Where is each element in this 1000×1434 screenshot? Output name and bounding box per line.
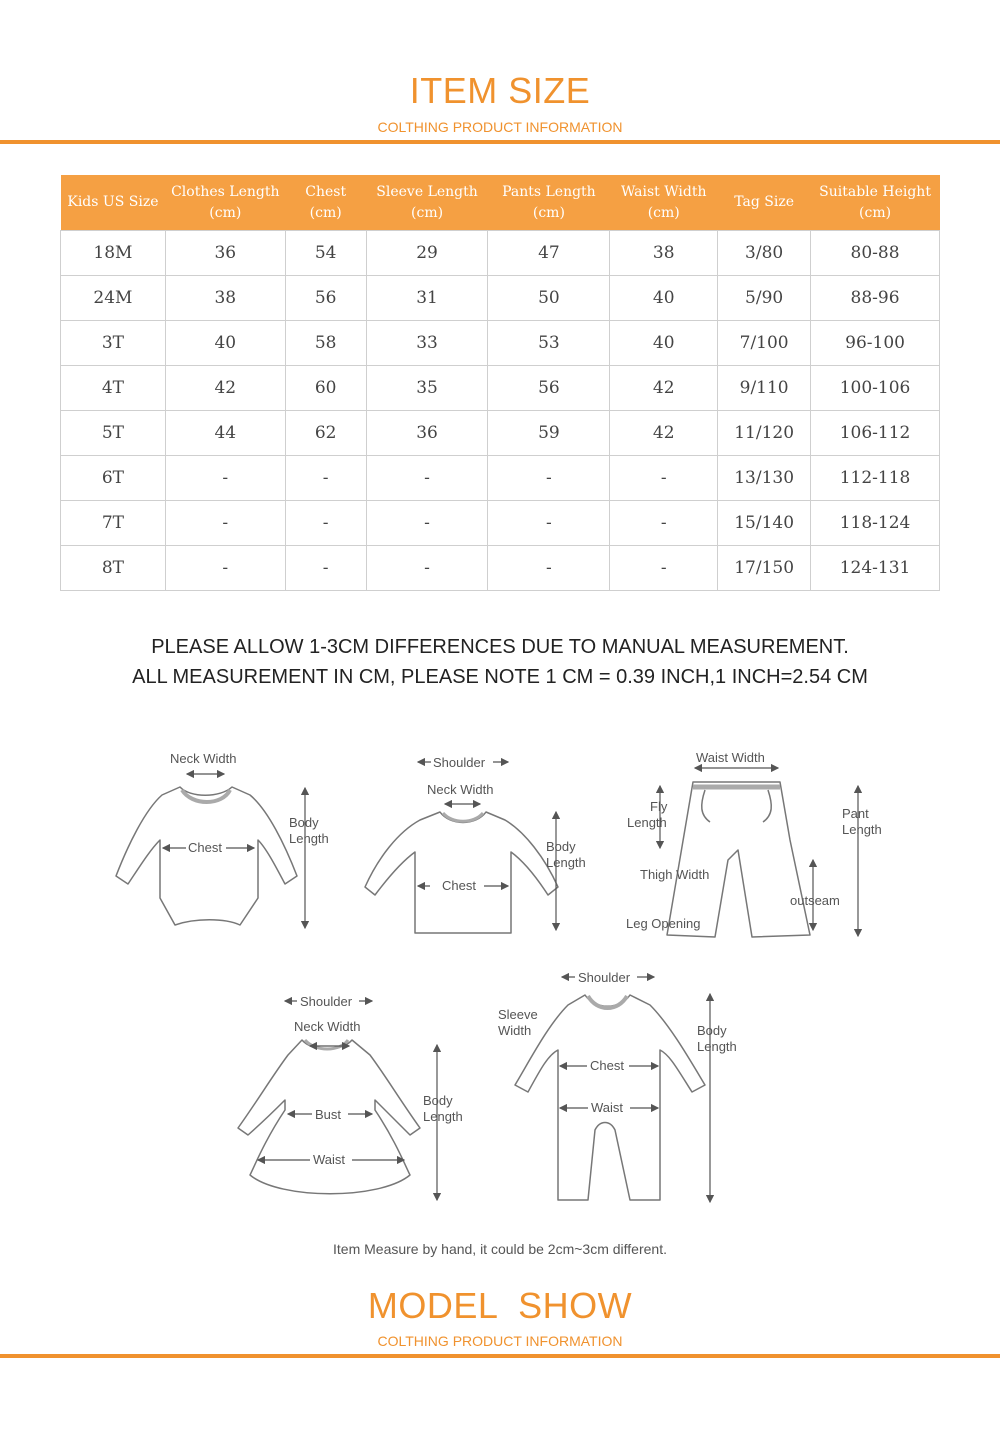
cell: 40: [165, 321, 285, 366]
label-outseam: outseam: [790, 893, 840, 908]
cell: 112-118: [811, 456, 940, 501]
cell: -: [165, 456, 285, 501]
cell: -: [366, 456, 488, 501]
cell: -: [610, 501, 718, 546]
cell: 47: [488, 231, 610, 276]
label-sleeve-width: Width: [498, 1023, 532, 1038]
measurement-diagrams: [0, 730, 1000, 1230]
cell: 53: [488, 321, 610, 366]
cell: 42: [610, 411, 718, 456]
label-waist: Waist: [313, 1152, 346, 1167]
cell: -: [488, 546, 610, 591]
label-shoulder: Shoulder: [578, 970, 631, 985]
table-row: [61, 366, 940, 411]
cell: 31: [366, 276, 488, 321]
header-tag-size: Tag Size: [718, 175, 811, 231]
measurement-note-2: ALL MEASUREMENT IN CM, PLEASE NOTE 1 CM = 0.39 INCH,1 INCH=2.54 CM: [132, 666, 868, 688]
cell: 5T: [61, 411, 166, 456]
cell: 4T: [61, 366, 166, 411]
cell: -: [285, 501, 366, 546]
table-row: [61, 276, 940, 321]
cell: -: [488, 456, 610, 501]
label-body: Body: [423, 1093, 453, 1108]
table-row: [61, 411, 940, 456]
cell: 13/130: [718, 456, 811, 501]
cell: 124-131: [811, 546, 940, 591]
cell: 7/100: [718, 321, 811, 366]
cell: -: [285, 546, 366, 591]
label-waist-width: Waist Width: [696, 750, 765, 765]
model-show-divider: [0, 1354, 1000, 1358]
header-sleeve-length: Sleeve Length (cm): [366, 175, 488, 231]
label-shoulder: Shoulder: [300, 994, 353, 1009]
cell: 29: [366, 231, 488, 276]
label-shoulder: Shoulder: [433, 755, 486, 770]
measurement-note-1: PLEASE ALLOW 1-3CM DIFFERENCES DUE TO MANUAL MEASUREMENT.: [151, 636, 849, 658]
cell: 106-112: [811, 411, 940, 456]
table-row: [61, 231, 940, 276]
label-pant: Pant: [842, 806, 869, 821]
cell: 18M: [61, 231, 166, 276]
label-body: Body: [289, 815, 319, 830]
cell: 50: [488, 276, 610, 321]
label-chest: Chest: [442, 878, 476, 893]
cell: 11/120: [718, 411, 811, 456]
table-row: [61, 501, 940, 546]
cell: 38: [610, 231, 718, 276]
cell: 80-88: [811, 231, 940, 276]
romper-drawing: [515, 995, 705, 1200]
cell: -: [165, 546, 285, 591]
cell: -: [610, 456, 718, 501]
model-show-subtitle: COLTHING PRODUCT INFORMATION: [377, 1333, 623, 1349]
cell: -: [366, 546, 488, 591]
header-pants-length: Pants Length (cm): [488, 175, 610, 231]
cell: 35: [366, 366, 488, 411]
cell: 56: [488, 366, 610, 411]
cell: 6T: [61, 456, 166, 501]
size-chart-table: [60, 175, 940, 591]
cell: 8T: [61, 546, 166, 591]
cell: 62: [285, 411, 366, 456]
cell: 7T: [61, 501, 166, 546]
cell: 33: [366, 321, 488, 366]
cell: 100-106: [811, 366, 940, 411]
label-thigh-width: Thigh Width: [640, 867, 710, 882]
label-bust: Bust: [315, 1107, 342, 1122]
cell: -: [610, 546, 718, 591]
cell: 44: [165, 411, 285, 456]
measurement-footnote: Item Measure by hand, it could be 2cm~3cm different.: [333, 1241, 667, 1257]
label-pant-length: Length: [842, 822, 882, 837]
item-size-subtitle: COLTHING PRODUCT INFORMATION: [377, 119, 623, 135]
label-fly: Fly: [650, 799, 668, 814]
cell: 56: [285, 276, 366, 321]
cell: 40: [610, 276, 718, 321]
item-size-divider: [0, 140, 1000, 144]
cell: 88-96: [811, 276, 940, 321]
cell: 58: [285, 321, 366, 366]
cell: 42: [610, 366, 718, 411]
label-chest: Chest: [188, 840, 222, 855]
cell: 5/90: [718, 276, 811, 321]
header-waist-width: Waist Width (cm): [610, 175, 718, 231]
label-fly-length: Length: [627, 815, 667, 830]
header-clothes-length: Clothes Length (cm): [165, 175, 285, 231]
cell: 15/140: [718, 501, 811, 546]
label-length: Length: [697, 1039, 737, 1054]
cell: -: [285, 456, 366, 501]
label-neck-width: Neck Width: [294, 1019, 361, 1034]
label-neck-width: Neck Width: [427, 782, 494, 797]
header-suitable-height: Suitable Height (cm): [811, 175, 940, 231]
cell: 9/110: [718, 366, 811, 411]
cell: 40: [610, 321, 718, 366]
cell: 3/80: [718, 231, 811, 276]
label-length: Length: [423, 1109, 463, 1124]
label-body: Body: [546, 839, 576, 854]
cell: 36: [165, 231, 285, 276]
cell: 17/150: [718, 546, 811, 591]
label-length: Length: [289, 831, 329, 846]
table-row: [61, 546, 940, 591]
model-show-title: MODEL SHOW: [367, 1285, 633, 1326]
cell: 118-124: [811, 501, 940, 546]
cell: 38: [165, 276, 285, 321]
label-leg-opening: Leg Opening: [626, 916, 701, 931]
shirt-drawing: [365, 812, 558, 933]
cell: -: [488, 501, 610, 546]
label-neck-width: Neck Width: [170, 751, 237, 766]
header-size: Kids US Size: [61, 175, 166, 231]
cell: 36: [366, 411, 488, 456]
cell: 96-100: [811, 321, 940, 366]
table-row: [61, 321, 940, 366]
label-sleeve: Sleeve: [498, 1007, 538, 1022]
pants-drawing: [667, 782, 810, 937]
cell: -: [366, 501, 488, 546]
cell: 60: [285, 366, 366, 411]
label-body: Body: [697, 1023, 727, 1038]
cell: 3T: [61, 321, 166, 366]
cell: 24M: [61, 276, 166, 321]
item-size-title: ITEM SIZE: [409, 70, 591, 111]
cell: 42: [165, 366, 285, 411]
cell: 59: [488, 411, 610, 456]
table-header-row: [61, 175, 940, 231]
bodysuit-drawing: [116, 787, 297, 925]
cell: -: [165, 501, 285, 546]
table-row: [61, 456, 940, 501]
label-chest: Chest: [590, 1058, 624, 1073]
header-chest: Chest (cm): [285, 175, 366, 231]
label-length: Length: [546, 855, 586, 870]
cell: 54: [285, 231, 366, 276]
label-waist: Waist: [591, 1100, 624, 1115]
